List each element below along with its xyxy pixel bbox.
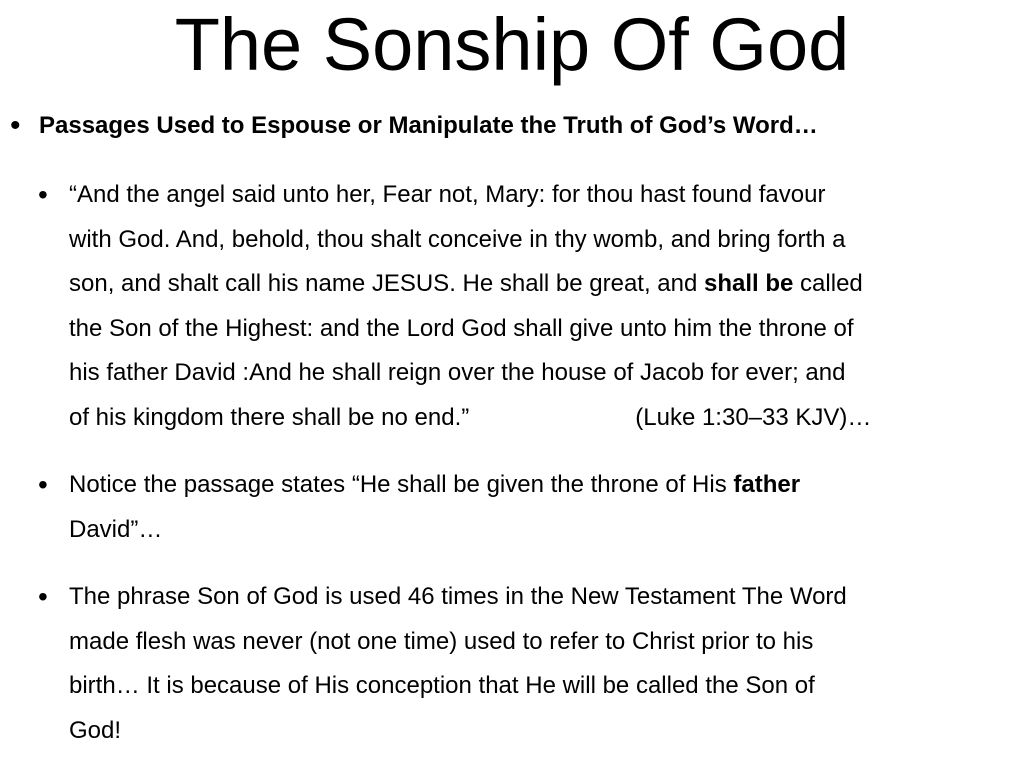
bullet-icon: • xyxy=(38,581,48,612)
bullet-icon: • xyxy=(10,109,21,142)
phrase-line: made flesh was never (not one time) used to refer to Christ prior to his xyxy=(69,627,814,655)
quote-line-part: of his kingdom there shall be no end.” xyxy=(69,403,470,431)
notice-line-part: Notice the passage states “He shall be given the throne of His xyxy=(69,471,734,498)
slide-title: The Sonship Of God xyxy=(174,3,850,86)
bullet-icon: • xyxy=(38,469,48,500)
phrase-line: God! xyxy=(69,716,122,744)
quote-line xyxy=(69,262,1019,307)
quote-line: the Son of the Highest: and the Lord God shall give unto him the throne of xyxy=(69,314,854,342)
scripture-reference: (Luke 1:30–33 KJV)… xyxy=(635,403,872,431)
quote-line-part: called xyxy=(793,270,863,297)
notice-text xyxy=(69,463,1019,552)
quote-line xyxy=(69,396,1019,441)
quote-line: with God. And, behold, thou shalt conceive in thy womb, and bring forth a xyxy=(69,225,846,253)
bullet-icon: • xyxy=(38,179,48,210)
quote-line: his father David :And he shall reign over the house of Jacob for ever; and xyxy=(69,359,846,386)
main-bullet-text: Passages Used to Espouse or Manipulate the Truth of God’s Word… xyxy=(39,112,818,139)
notice-line: David”… xyxy=(69,515,163,543)
quote-line-part: son, and shalt call his name JESUS. He shall be great, and xyxy=(69,270,705,297)
phrase-text xyxy=(69,575,1019,753)
phrase-line: birth… It is because of His conception that He will be called the Son of xyxy=(69,672,815,699)
quote-emphasis: shall be xyxy=(704,270,794,297)
quote-line: “And the angel said unto her, Fear not, Mary: for thou hast found favour xyxy=(69,181,826,208)
phrase-line: The phrase Son of God is used 46 times in the New Testament The Word xyxy=(69,583,847,610)
notice-line xyxy=(69,463,1019,508)
quote-text xyxy=(69,173,1019,440)
notice-emphasis: father xyxy=(733,471,801,498)
